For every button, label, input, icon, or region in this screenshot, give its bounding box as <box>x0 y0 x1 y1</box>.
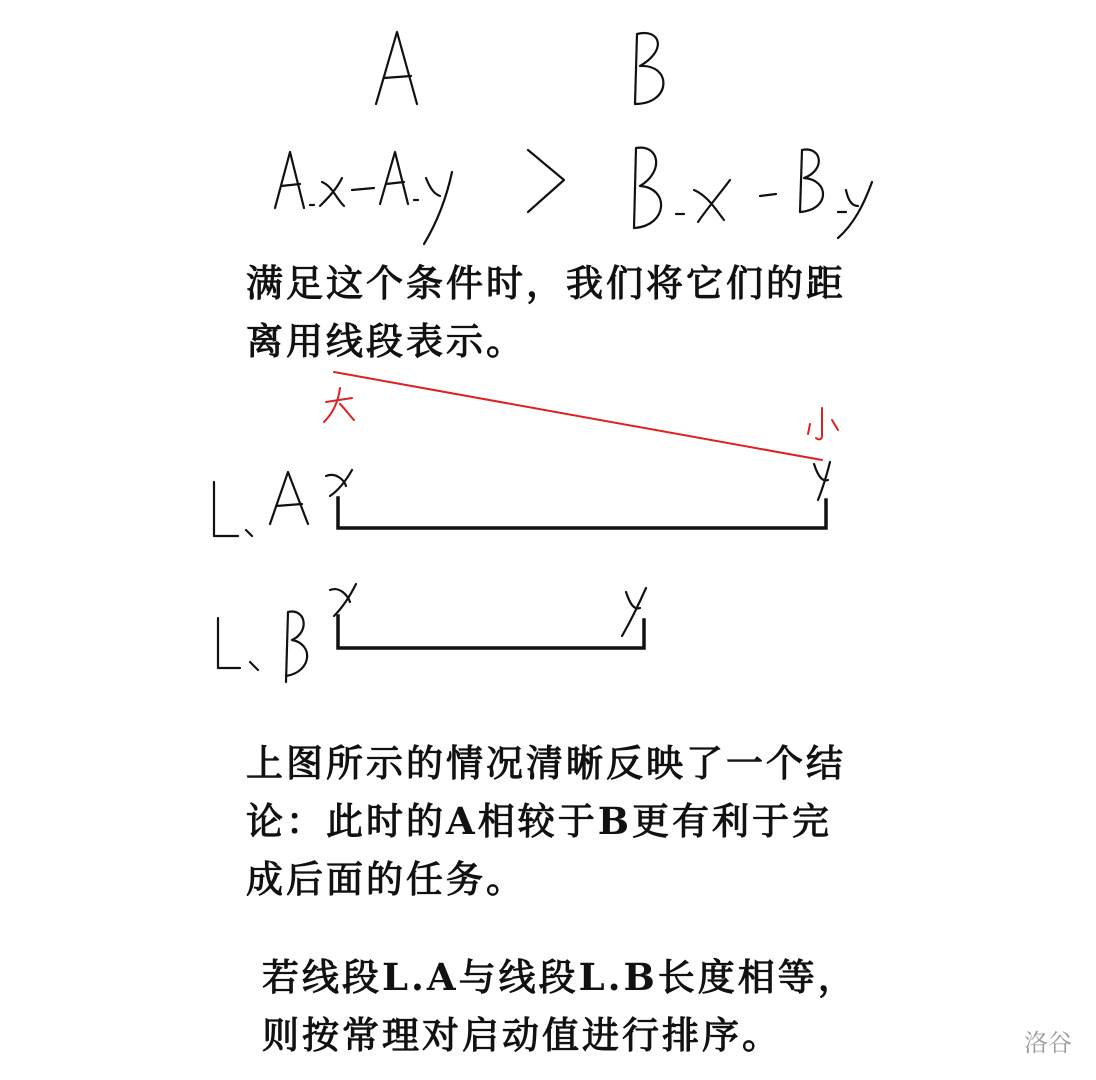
red-label-small <box>808 408 838 439</box>
tie-line-1: 若线段L.A与线段L.B长度相等， <box>262 955 858 999</box>
conclusion-line-3: 成后面的任务。 <box>246 857 526 901</box>
conclusion-line-2: 论：此时的A相较于B更有利于完 <box>246 799 832 843</box>
header-label-b <box>635 33 663 104</box>
conclusion-paragraph <box>246 734 846 908</box>
tie-line-2: 则按常理对启动值进行排序。 <box>262 1013 782 1057</box>
red-label-big <box>324 388 354 422</box>
conclusion-line-1: 上图所示的情况清晰反映了一个结 <box>246 741 846 785</box>
red-comparison-line <box>334 372 822 460</box>
inequality-expression <box>275 152 452 244</box>
segment-a-label <box>214 472 308 536</box>
watermark: 洛谷 <box>1024 1029 1072 1057</box>
segment-a-end-mark <box>814 462 830 500</box>
condition-paragraph <box>246 254 846 370</box>
segment-b <box>338 616 644 648</box>
segment-a <box>338 498 826 528</box>
condition-line-2: 离用线段表示。 <box>246 319 526 363</box>
segment-b-start-mark <box>330 584 356 616</box>
inequality-operator <box>528 150 564 212</box>
header-label-a <box>376 32 417 104</box>
condition-line-1: 满足这个条件时，我们将它们的距 <box>246 261 846 305</box>
tie-break-paragraph <box>262 948 858 1064</box>
segment-b-label <box>218 612 307 682</box>
segment-a-start-mark <box>326 470 352 496</box>
inequality-rhs <box>634 148 872 238</box>
